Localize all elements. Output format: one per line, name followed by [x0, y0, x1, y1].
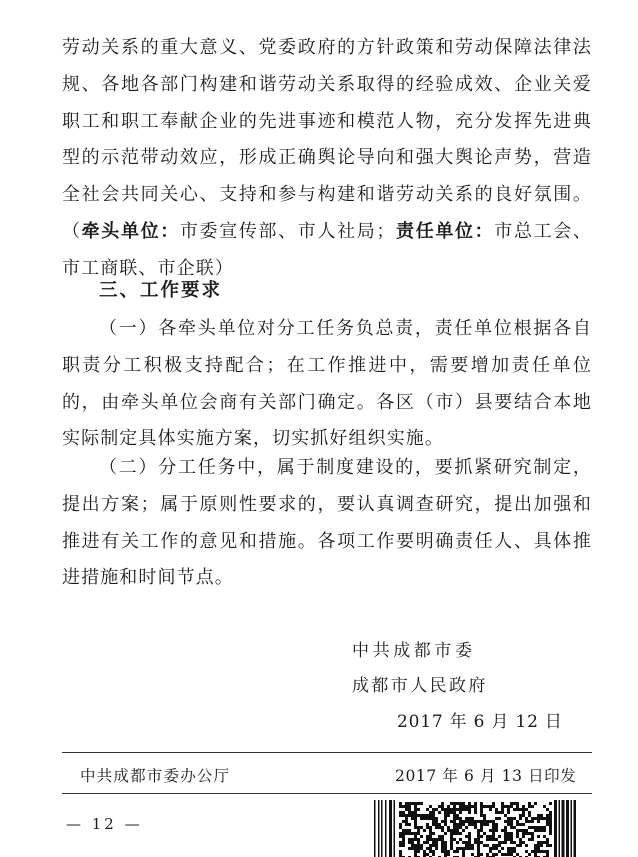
footer-print-date: 2017 年 6 月 13 日印发 — [395, 767, 577, 785]
footer-divider-bottom — [62, 793, 592, 794]
barcode-icon — [374, 800, 576, 857]
lead-unit-value: 市委宣传部、市人社局； — [179, 220, 396, 242]
paragraph-text: 劳动关系的重大意义、党委政府的方针政策和劳动保障法律法规、各地各部门构建和谐劳动关系取得的经验成效、企业关爱职工和职工奉献企业的先进事迹和模范人物，充分发挥先进典型的示范带动效应，形成正确舆论导向和强大舆论声势，营造全社会共同关心、支持和参与构建和谐劳动关系的良好氛围。 — [62, 37, 592, 206]
signature-org-government: 成都市人民政府 — [352, 676, 488, 696]
body-paragraph-1 — [62, 30, 592, 288]
responsible-unit-value: 市总工会、市工商联、市企联 — [62, 220, 592, 279]
section-heading: 三、工作要求 — [99, 280, 223, 301]
lead-unit-label: 牵头单位： — [81, 220, 180, 242]
paren-open: （ — [62, 220, 82, 242]
responsible-unit-label: 责任单位： — [395, 220, 495, 242]
body-paragraph-requirement-2: （二）分工任务中，属于制度建设的，要抓紧研究制定，提出方案；属于原则性要求的，要认真调查研究，提出加强和推进有关工作的意见和措施。各项工作要明确责任人、具体推进措施和时间节点。 — [62, 457, 592, 589]
page-number: — 12 — — [66, 815, 143, 833]
footer-divider-top — [62, 752, 592, 753]
signature-org-party-committee: 中共成都市委 — [352, 641, 476, 661]
paren-close: ） — [214, 257, 234, 279]
body-paragraph-requirement-1: （一）各牵头单位对分工任务负总责，责任单位根据各自职责分工积极支持配合；在工作推进中，需要增加责任单位的，由牵头单位会商有关部门确定。各区（市）县要结合本地实际制定具体实施方案，切实抓好组织实施。 — [62, 318, 592, 450]
signature-date: 2017 年 6 月 12 日 — [397, 712, 563, 732]
footer-issuer: 中共成都市委办公厅 — [80, 767, 231, 785]
